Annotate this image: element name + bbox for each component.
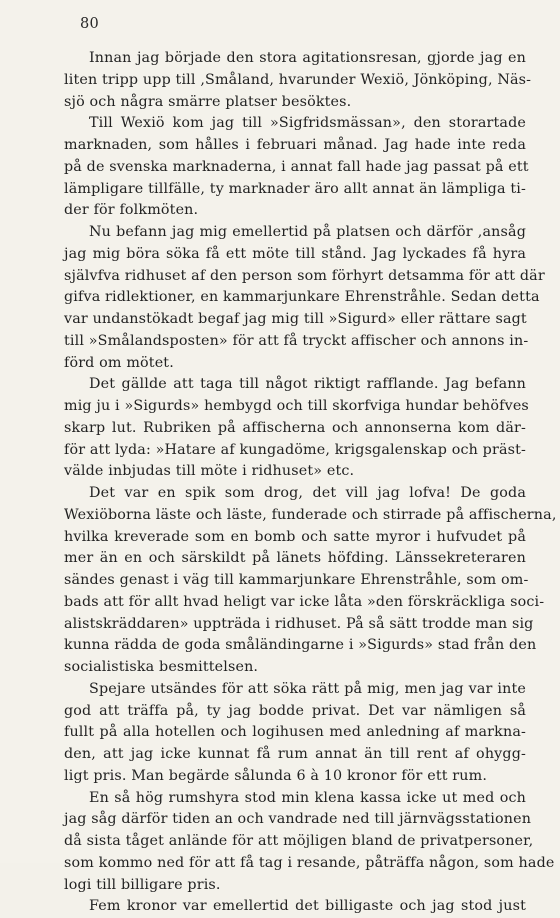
page-number: 80 xyxy=(80,16,100,32)
text-line: bads att för allt hvad heligt var icke låta »den förskräckliga soci- xyxy=(64,593,545,610)
text-line: logi till billigare pris. xyxy=(64,876,221,893)
text-line: Det var en spik som drog, det vill jag lofva! De goda xyxy=(89,485,526,501)
text-line: som kommo ned för att få tag i resande, påträffa någon, som hade xyxy=(64,854,555,871)
text-line: socialistiska besmittelsen. xyxy=(64,659,259,675)
text-line: marknaden, som hålles i februari månad. Jag hade inte reda xyxy=(64,137,526,153)
text-line: hvilka kreverade som en bomb och satte myror i hufvudet på xyxy=(64,528,526,545)
text-line: der för folkmöten. xyxy=(64,202,199,219)
text-line: förd om mötet. xyxy=(64,354,174,371)
body-text xyxy=(64,48,557,918)
text-line: Innan jag började den stora agitationsresan, gjorde jag en xyxy=(89,50,526,66)
text-line: den, att jag icke kunnat få rum annat än till rent af ohygg- xyxy=(64,746,526,762)
text-line: då sista tåget anlände för att möjligen bland de privatpersoner, xyxy=(64,833,534,849)
text-line: självfva ridhuset af den person som förhyrt detsamma för att där xyxy=(64,267,545,284)
text-line: skarp lut. Rubriken på affischerna och annonserna kom där- xyxy=(64,419,526,436)
text-line: lämpligare tillfälle, ty marknader äro allt annat än lämpliga ti- xyxy=(64,180,526,197)
text-line: Fem kronor var emellertid det billigaste och jag stod just xyxy=(89,898,526,915)
text-line: Det gällde att taga till något riktigt rafflande. Jag befann xyxy=(89,376,526,393)
text-line: Wexiöborna läste och läste, funderade och stirrade på affischerna, xyxy=(64,506,557,523)
text-line: liten tripp upp till ,Småland, hvarunder Wexiö, Jönköping, Näs- xyxy=(64,71,532,88)
text-line: välde inbjudas till möte i ridhuset» etc. xyxy=(64,463,355,480)
text-line: mig ju i »Sigurds» hembygd och till skorfviga hundar behöfves xyxy=(64,398,529,414)
text-line: sändes genast i väg till kammarjunkare Ehrenstråhle, som om- xyxy=(64,572,529,588)
text-line: för att lyda: »Hatare af kungadöme, krigsgalenskap och präst- xyxy=(64,441,526,458)
text-line: fullt på alla hotellen och logihusen med anledning af markna- xyxy=(64,724,526,741)
text-line: ligt pris. Man begärde sålunda 6 à 10 kronor för ett rum. xyxy=(64,767,488,784)
text-line: Till Wexiö kom jag till »Sigfridsmässan», den storartade xyxy=(89,115,526,132)
text-line: jag såg därför tiden an och vandrade ned till järnvägsstationen xyxy=(64,811,532,828)
text-line: god att träffa på, ty jag bodde privat. Det var nämligen så xyxy=(64,702,526,719)
text-line: jag mig böra söka få ett möte till stånd. Jag lyckades få hyra xyxy=(64,245,526,262)
text-line: alistskräddaren» uppträda i ridhuset. På så sätt trodde man sig xyxy=(64,615,534,632)
text-line: kunna rädda de goda småländingarne i »Sigurds» stad från den xyxy=(64,637,537,654)
text-line: En så hög rumshyra stod min klena kassa icke ut med och xyxy=(89,789,526,806)
text-line: var undanstökadt begaf jag mig till »Sigurd» eller rättare sagt xyxy=(64,311,527,327)
text-line: på de svenska marknaderna, i annat fall hade jag passat på ett xyxy=(64,158,529,175)
text-line: gifva ridlektioner, en kammarjunkare Ehrenstråhle. Sedan detta xyxy=(64,289,540,306)
text-line: Nu befann jag mig emellertid på platsen och därför ,ansåg xyxy=(89,224,526,240)
text-line: till »Smålandsposten» för att få tryckt affischer och annons in- xyxy=(64,332,529,349)
text-line: sjö och några smärre platser besöktes. xyxy=(64,93,352,110)
text-line: mer än en och särskildt på länets höfding. Länssekreteraren xyxy=(64,550,526,567)
text-line: Spejare utsändes för att söka rätt på mig, men jag var inte xyxy=(89,680,526,697)
